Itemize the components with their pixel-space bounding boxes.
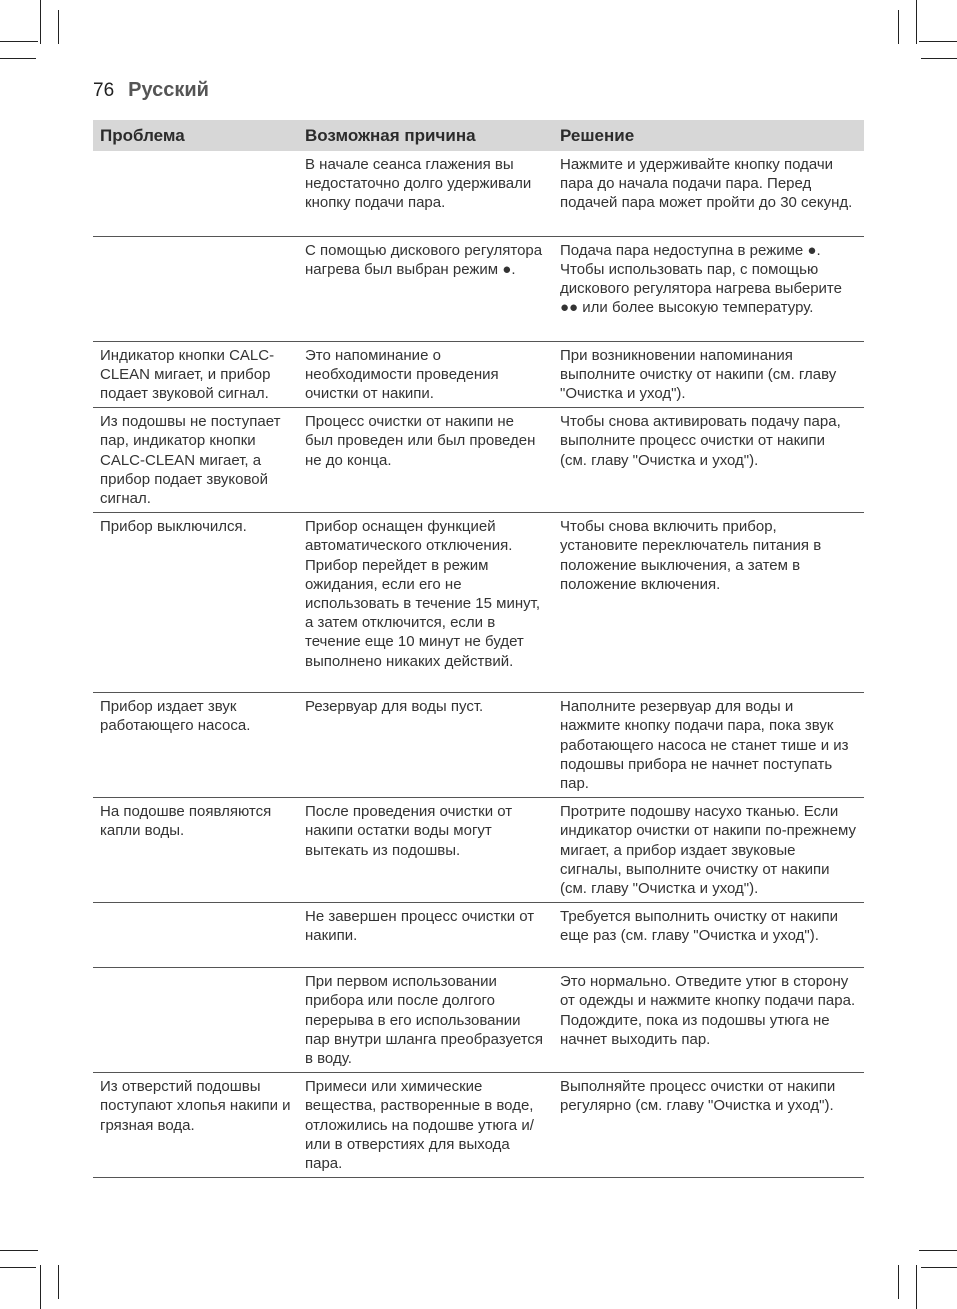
cause-cell: Это напоминание о необходимости проведения очистки от накипи. bbox=[298, 341, 553, 408]
problem-cell bbox=[93, 968, 298, 1073]
cause-cell: Резервуар для воды пуст. bbox=[298, 693, 553, 798]
table-row bbox=[93, 903, 864, 968]
crop-mark bbox=[921, 1267, 957, 1268]
cause-cell: Процесс очистки от накипи не был проведен или был проведен не до конца. bbox=[298, 408, 553, 513]
crop-mark bbox=[58, 10, 59, 44]
crop-mark bbox=[898, 1265, 899, 1299]
crop-mark bbox=[919, 1250, 957, 1251]
solution-cell: Чтобы снова активировать подачу пара, выполните процесс очистки от накипи (см. главу "Очистка и уход"). bbox=[553, 408, 864, 513]
crop-mark bbox=[921, 58, 957, 59]
crop-mark bbox=[0, 41, 38, 42]
problem-cell: Прибор выключился. bbox=[93, 513, 298, 693]
cause-cell: Не завершен процесс очистки от накипи. bbox=[298, 903, 553, 968]
problem-cell bbox=[93, 236, 298, 341]
table-row bbox=[93, 408, 864, 513]
cause-cell: После проведения очистки от накипи остатки воды могут вытекать из подошвы. bbox=[298, 798, 553, 903]
crop-mark bbox=[58, 1265, 59, 1299]
solution-cell: Требуется выполнить очистку от накипи еще раз (см. главу "Очистка и уход"). bbox=[553, 903, 864, 968]
table-row bbox=[93, 341, 864, 408]
table-row bbox=[93, 236, 864, 341]
problem-cell bbox=[93, 903, 298, 968]
table-row bbox=[93, 693, 864, 798]
page-number: 76 bbox=[93, 80, 115, 101]
table-row bbox=[93, 968, 864, 1073]
crop-mark bbox=[919, 41, 957, 42]
solution-cell: Подача пара недоступна в режиме ●. Чтобы использовать пар, с помощью дискового регулятора нагрева выберите ●● или более высокую температуру. bbox=[553, 236, 864, 341]
crop-mark bbox=[40, 0, 41, 44]
cause-cell: Примеси или химические вещества, растворенные в воде, отложились на подошве утюга и/или в отверстиях для выхода пара. bbox=[298, 1073, 553, 1178]
crop-mark bbox=[0, 1250, 38, 1251]
problem-cell: Из отверстий подошвы поступают хлопья накипи и грязная вода. bbox=[93, 1073, 298, 1178]
troubleshooting-table bbox=[93, 120, 864, 1178]
table-row bbox=[93, 513, 864, 693]
header-problem: Проблема bbox=[93, 120, 298, 151]
table-row bbox=[93, 1073, 864, 1178]
cause-cell: В начале сеанса глажения вы недостаточно долго удерживали кнопку подачи пара. bbox=[298, 151, 553, 236]
problem-cell: Из подошвы не поступает пар, индикатор кнопки CALC-CLEAN мигает, а прибор подает звуковой сигнал. bbox=[93, 408, 298, 513]
solution-cell: Наполните резервуар для воды и нажмите кнопку подачи пара, пока звук работающего насоса не станет тише и из подошвы прибора не начнет поступать пар. bbox=[553, 693, 864, 798]
table-row bbox=[93, 798, 864, 903]
problem-cell: Прибор издает звук работающего насоса. bbox=[93, 693, 298, 798]
cause-cell: С помощью дискового регулятора нагрева был выбран режим ●. bbox=[298, 236, 553, 341]
crop-mark bbox=[40, 1265, 41, 1309]
table-header-row bbox=[93, 120, 864, 151]
solution-cell: Нажмите и удерживайте кнопку подачи пара до начала подачи пара. Перед подачей пара может пройти до 30 секунд. bbox=[553, 151, 864, 236]
problem-cell: На подошве появляются капли воды. bbox=[93, 798, 298, 903]
header-solution: Решение bbox=[553, 120, 864, 151]
solution-cell: Это нормально. Отведите утюг в сторону от одежды и нажмите кнопку подачи пара. Подождите, пока из подошвы утюга не начнет выходить пар. bbox=[553, 968, 864, 1073]
solution-cell: Протрите подошву насухо тканью. Если индикатор очистки от накипи по-прежнему мигает, а прибор издает звуковые сигналы, выполните очистку от накипи (см. главу "Очистка и уход"). bbox=[553, 798, 864, 903]
header-cause: Возможная причина bbox=[298, 120, 553, 151]
crop-mark bbox=[916, 1265, 917, 1309]
problem-cell: Индикатор кнопки CALC-CLEAN мигает, и прибор подает звуковой сигнал. bbox=[93, 341, 298, 408]
crop-mark bbox=[916, 0, 917, 44]
page-language: Русский bbox=[128, 79, 209, 101]
solution-cell: Чтобы снова включить прибор, установите переключатель питания в положение выключения, а затем в положение включения. bbox=[553, 513, 864, 693]
crop-mark bbox=[0, 58, 36, 59]
table-row bbox=[93, 151, 864, 236]
crop-mark bbox=[0, 1267, 36, 1268]
cause-cell: Прибор оснащен функцией автоматического отключения. Прибор перейдет в режим ожидания, если его не использовать в течение 15 минут, а затем отключится, если в течение еще 10 минут не будет выполнено никаких действий. bbox=[298, 513, 553, 693]
problem-cell bbox=[93, 151, 298, 236]
page-header bbox=[93, 79, 209, 102]
solution-cell: При возникновении напоминания выполните очистку от накипи (см. главу "Очистка и уход"). bbox=[553, 341, 864, 408]
cause-cell: При первом использовании прибора или после долгого перерыва в его использовании пар внутри шланга преобразуется в воду. bbox=[298, 968, 553, 1073]
crop-mark bbox=[898, 10, 899, 44]
solution-cell: Выполняйте процесс очистки от накипи регулярно (см. главу "Очистка и уход"). bbox=[553, 1073, 864, 1178]
